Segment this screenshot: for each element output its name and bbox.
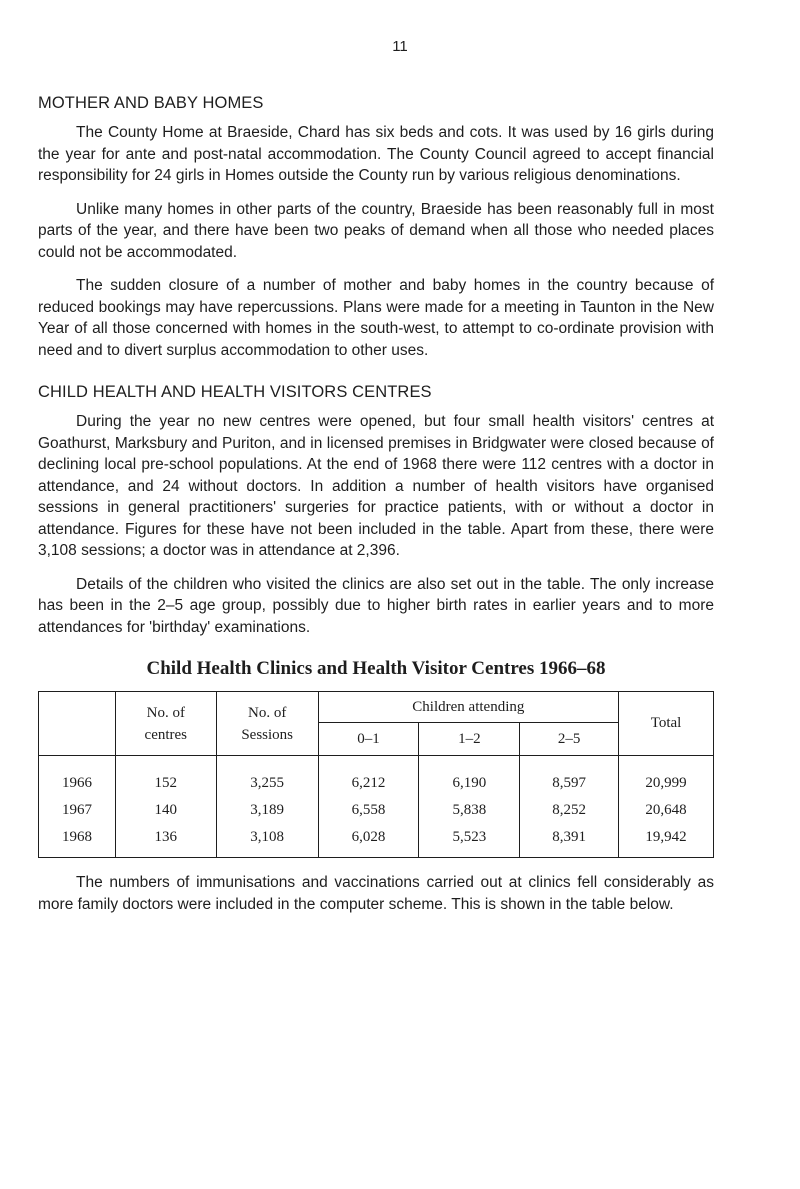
centres-cell: 152 [115,756,216,798]
centres-cell: 140 [115,797,216,824]
table-row [39,797,714,824]
year-header [39,692,116,756]
section-heading: MOTHER AND BABY HOMES [38,94,264,112]
age-0-1-cell: 6,212 [318,756,419,798]
centres-header [115,692,216,756]
paragraph: The County Home at Braeside, Chard has six beds and cots. It was used by 16 girls during the year for ante and post-natal accommodation. The County Council agreed to accept financial responsibility for 24 girls in Homes outside the County run by various religious denominations. [38,124,714,184]
paragraph: Details of the children who visited the clinics are also set out in the table. The only increase has been in the 2–5 age group, possibly due to higher birth rates in earlier years and to more attendances for 'birthday' examinations. [38,575,714,636]
sessions-header-line1: No. of [247,704,287,721]
closing-paragraph: The numbers of immunisations and vaccinations carried out at clinics fell considerably as more family doctors were included in the computer scheme. This is shown in the table below. [38,874,714,913]
section-heading: CHILD HEALTH AND HEALTH VISITORS CENTRES [38,383,432,401]
age-1-2-cell: 5,523 [419,824,520,858]
year-cell: 1968 [39,824,116,858]
paragraph: Unlike many homes in other parts of the country, Braeside has been reasonably full in most parts of the year, and there have been two peaks of demand when all those who needed places could not be accommodated. [38,200,714,261]
paragraph: The sudden closure of a number of mother and baby homes in the country because of reduced bookings may have repercussions. Plans were made for a meeting in Taunton in the New Year of all those concerned with homes in the south-west, to attempt to co-ordinate provision with need and to divert surplus accommodation to other uses. [38,277,714,359]
table-row [39,756,714,798]
sessions-cell: 3,108 [216,824,318,858]
centres-header-line2: centres [144,726,188,743]
table-title: Child Health Clinics and Health Visitor Centres 1966–68 [146,658,606,679]
total-cell: 19,942 [619,824,714,858]
total-header: Total [619,692,714,756]
paragraph: During the year no new centres were opened, but four small health visitors' centres at Goathurst, Marksbury and Puriton, and in licensed premises in Bridgwater were closed because of declining local pre-school populations. At the end of 1968 there were 112 centres with a doctor in attendance, and 24 without doctors. In addition a number of health visitors have organised sessions in general practitioners' surgeries for practice patients, with or without a doctor in attendance. Figures for these have not been included in the table. Apart from these, there were 3,108 sessions; a doctor was in attendance at 2,396. [38,413,714,559]
section-child-health-centres [38,383,714,638]
sessions-header [216,692,318,756]
age-0-1-cell: 6,558 [318,797,419,824]
centres-cell: 136 [115,824,216,858]
age-1-2-header: 1–2 [419,723,520,756]
children-attending-header: Children attending [318,692,618,723]
age-2-5-cell: 8,597 [520,756,619,798]
document-body [38,94,714,927]
page-number: 11 [392,38,408,55]
age-0-1-header: 0–1 [318,723,419,756]
table-row [39,824,714,858]
age-1-2-cell: 5,838 [419,797,520,824]
age-1-2-cell: 6,190 [419,756,520,798]
section-mother-baby-homes [38,94,714,361]
sessions-cell: 3,189 [216,797,318,824]
year-cell: 1966 [39,756,116,798]
sessions-cell: 3,255 [216,756,318,798]
total-cell: 20,999 [619,756,714,798]
total-cell: 20,648 [619,797,714,824]
centres-header-line1: No. of [146,704,185,721]
age-2-5-cell: 8,391 [520,824,619,858]
age-0-1-cell: 6,028 [318,824,419,858]
clinics-table [38,691,714,858]
sessions-header-line2: Sessions [241,726,293,743]
age-2-5-header: 2–5 [520,723,619,756]
year-cell: 1967 [39,797,116,824]
age-2-5-cell: 8,252 [520,797,619,824]
